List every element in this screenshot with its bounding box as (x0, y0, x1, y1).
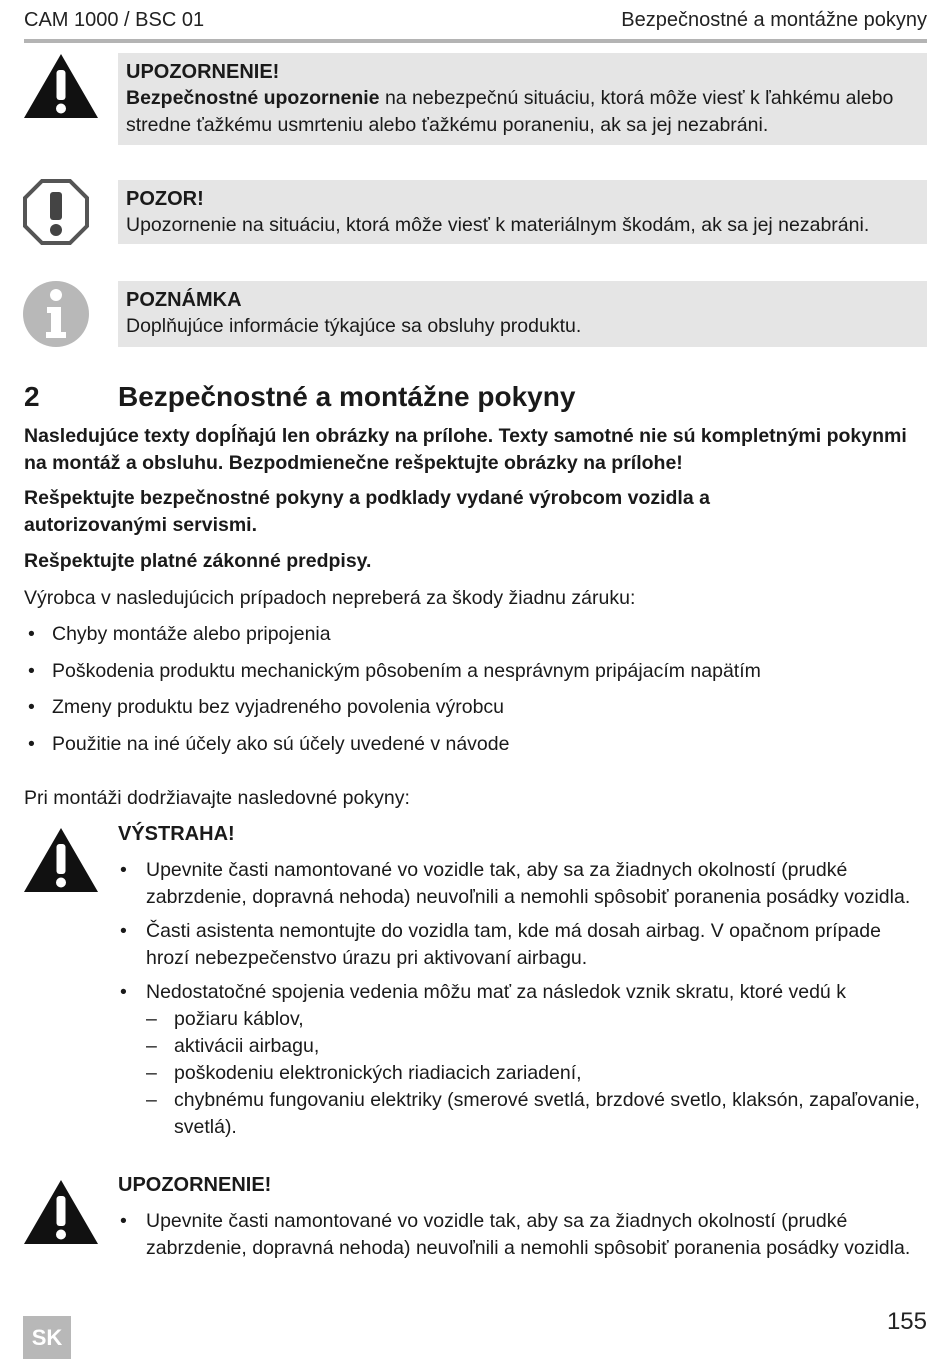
warning-list (118, 857, 927, 1148)
warning-triangle-icon (22, 1178, 100, 1246)
header-divider (24, 39, 927, 43)
list-item: • Upevnite časti namontované vo vozidle tak, aby sa za žiadnych okolností (prudké zabrzdenie, dopravná nehoda) neuvoľnili a nemohli spôsobiť poranenia posádky vozidla. (120, 1210, 911, 1259)
caution-list (118, 1208, 927, 1269)
page-number: 155 (886, 1308, 927, 1335)
mounting-intro: Pri montáži dodržiavajte nasledovné pokyny: (24, 787, 410, 809)
notice-warning (118, 53, 927, 145)
liability-intro: Výrobca v nasledujúcich prípadoch nepreberá za škody žiadnu záruku: (24, 587, 636, 609)
sub-list-item: – aktivácii airbagu, (146, 1035, 320, 1057)
caution-title: UPOZORNENIE! (118, 1174, 272, 1196)
header-product: CAM 1000 / BSC 01 (24, 9, 205, 31)
vehicle-manufacturer-paragraph: Rešpektujte bezpečnostné pokyny a podklady vydané výrobcom vozidla a autorizovanými servismi. (24, 487, 710, 536)
notice-title: POZOR! (126, 188, 204, 210)
list-item: • Nedostatočné spojenia vedenia môžu mať za následok vznik skratu, ktoré vedú k – požiaru káblov, – aktivácii airbagu, – poškodeniu elektronických riadiacich zariadení, – chybnému fungovaniu elektriky (smerové svetlá, brzdové svetlo, klaksón, zapaľovanie, svetlá). (118, 979, 927, 1141)
sub-list-item: – požiaru káblov, (146, 1008, 304, 1030)
list-item: • Zmeny produktu bez vyjadreného povolenia výrobcu (24, 694, 927, 721)
legal-paragraph: Rešpektujte platné zákonné predpisy. (24, 550, 372, 572)
notice-text: Bezpečnostné upozornenie na nebezpečnú situáciu, ktorá môže viesť k ľahkému alebo stredne ťažkému usmrteniu alebo ťažkému poraneniu, ak sa jej nezabráni. (126, 87, 894, 136)
list-item: • Časti asistenta nemontujte do vozidla tam, kde má dosah airbag. V opačnom prípade hrozí nebezpečenstvo úrazu pri aktivovaní airbagu. (120, 920, 881, 969)
section-heading (24, 381, 575, 413)
sub-list-item: – poškodeniu elektronických riadiacich zariadení, (146, 1062, 582, 1084)
list-item: • Upevnite časti namontované vo vozidle tak, aby sa za žiadnych okolností (prudké zabrzdenie, dopravná nehoda) neuvoľnili a nemohli spôsobiť poranenia posádky vozidla. (120, 859, 911, 908)
language-badge: SK (23, 1316, 71, 1359)
caution-octagon-icon (22, 178, 90, 246)
notice-title: POZNÁMKA (126, 289, 242, 311)
list-item: • Použitie na iné účely ako sú účely uvedené v návode (24, 731, 927, 758)
warning-triangle-icon (22, 52, 100, 120)
notice-text: Doplňujúce informácie týkajúce sa obsluhy produktu. (126, 315, 582, 337)
warning-triangle-icon (22, 826, 100, 894)
header-chapter: Bezpečnostné a montážne pokyny (621, 9, 927, 31)
list-item: • Chyby montáže alebo pripojenia (24, 621, 927, 648)
section-number: 2 (24, 381, 40, 412)
warning-title: VÝSTRAHA! (118, 823, 235, 845)
notice-text: Upozornenie na situáciu, ktorá môže viesť k materiálnym škodám, ak sa jej nezabráni. (126, 214, 870, 236)
notice-note (118, 281, 927, 347)
notice-title: UPOZORNENIE! (126, 61, 280, 83)
list-item: • Poškodenia produktu mechanickým pôsobením a nesprávnym pripájacím napätím (24, 658, 927, 685)
info-circle-icon (22, 280, 90, 348)
sub-list-item: – chybnému fungovaniu elektriky (smerové svetlá, brzdové svetlo, klaksón, zapaľovanie, svetlá). (146, 1089, 920, 1138)
section-title: Bezpečnostné a montážne pokyny (118, 381, 576, 412)
intro-paragraph: Nasledujúce texty dopĺňajú len obrázky na prílohe. Texty samotné nie sú kompletnými pokynmi na montáž a obsluhu. Bezpodmienečne rešpektujte obrázky na prílohe! (24, 425, 907, 474)
notice-caution (118, 180, 927, 244)
